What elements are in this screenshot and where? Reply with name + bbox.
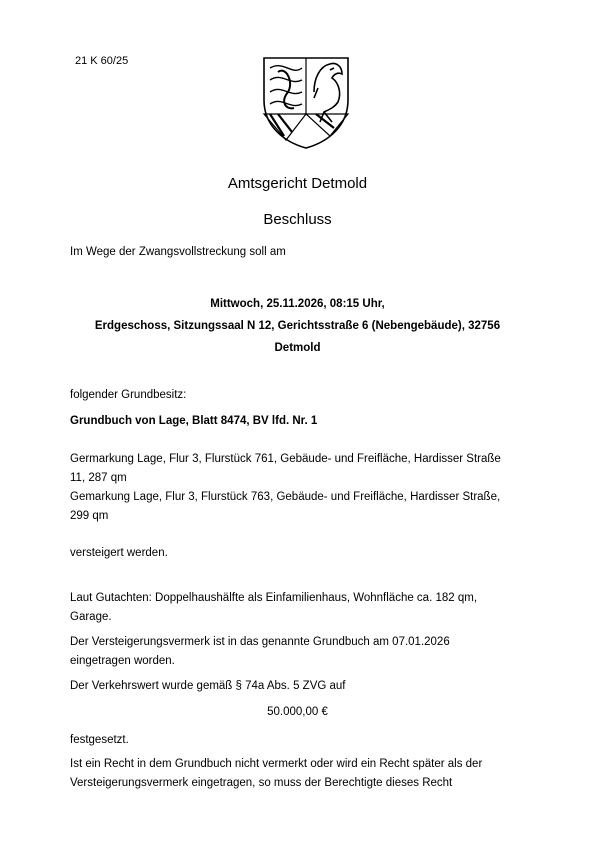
appraisal-line-1: Laut Gutachten: Doppelhaushälfte als Einfamilienhaus, Wohnfläche ca. 182 qm, [70,592,478,604]
market-value-intro: Der Verkehrswert wurde gemäß § 74a Abs. 5 ZVG auf [70,680,346,692]
parcel-2-line-2: 299 qm [70,510,109,522]
market-value: 50.000,00 € [267,706,328,718]
hearing-date: Mittwoch, 25.11.2026, 08:15 Uhr, [210,298,385,310]
rights-text-line-1: Ist ein Recht in dem Grundbuch nicht vermerkt oder wird ein Recht später als der [70,758,483,770]
parcel-2-line-1: Gemarkung Lage, Flur 3, Flurstück 763, Gebäude- und Freifläche, Hardisser Straße, [70,491,501,503]
registry-note-line-2: eingetragen worden. [70,655,175,667]
hearing-location: Erdgeschoss, Sitzungssaal N 12, Gerichtsstraße 6 (Nebengebäude), 32756 [94,320,501,332]
document-title: Beschluss [263,211,332,228]
parcel-1-line-2: 11, 287 qm [70,472,127,484]
coat-of-arms-icon [258,52,354,150]
parcel-1-line-1: Germarkung Lage, Flur 3, Flurstück 761, Gebäude- und Freifläche, Hardisser Straße [70,453,501,465]
auction-statement: versteigert werden. [70,547,168,559]
hearing-location-city: Detmold [274,342,321,354]
intro-text: Im Wege der Zwangsvollstreckung soll am [70,246,286,258]
property-label: folgender Grundbesitz: [70,389,187,401]
land-register-entry: Grundbuch von Lage, Blatt 8474, BV lfd. Nr. 1 [70,415,318,427]
court-name: Amtsgericht Detmold [227,175,368,192]
file-reference: 21 K 60/25 [75,55,129,67]
appraisal-line-2: Garage. [70,611,112,623]
market-value-outro: festgesetzt. [70,734,129,746]
rights-text-line-2: Versteigerungsvermerk eingetragen, so muss der Berechtigte dieses Recht [70,777,453,789]
registry-note-line-1: Der Versteigerungsvermerk ist in das genannte Grundbuch am 07.01.2026 [70,636,450,648]
